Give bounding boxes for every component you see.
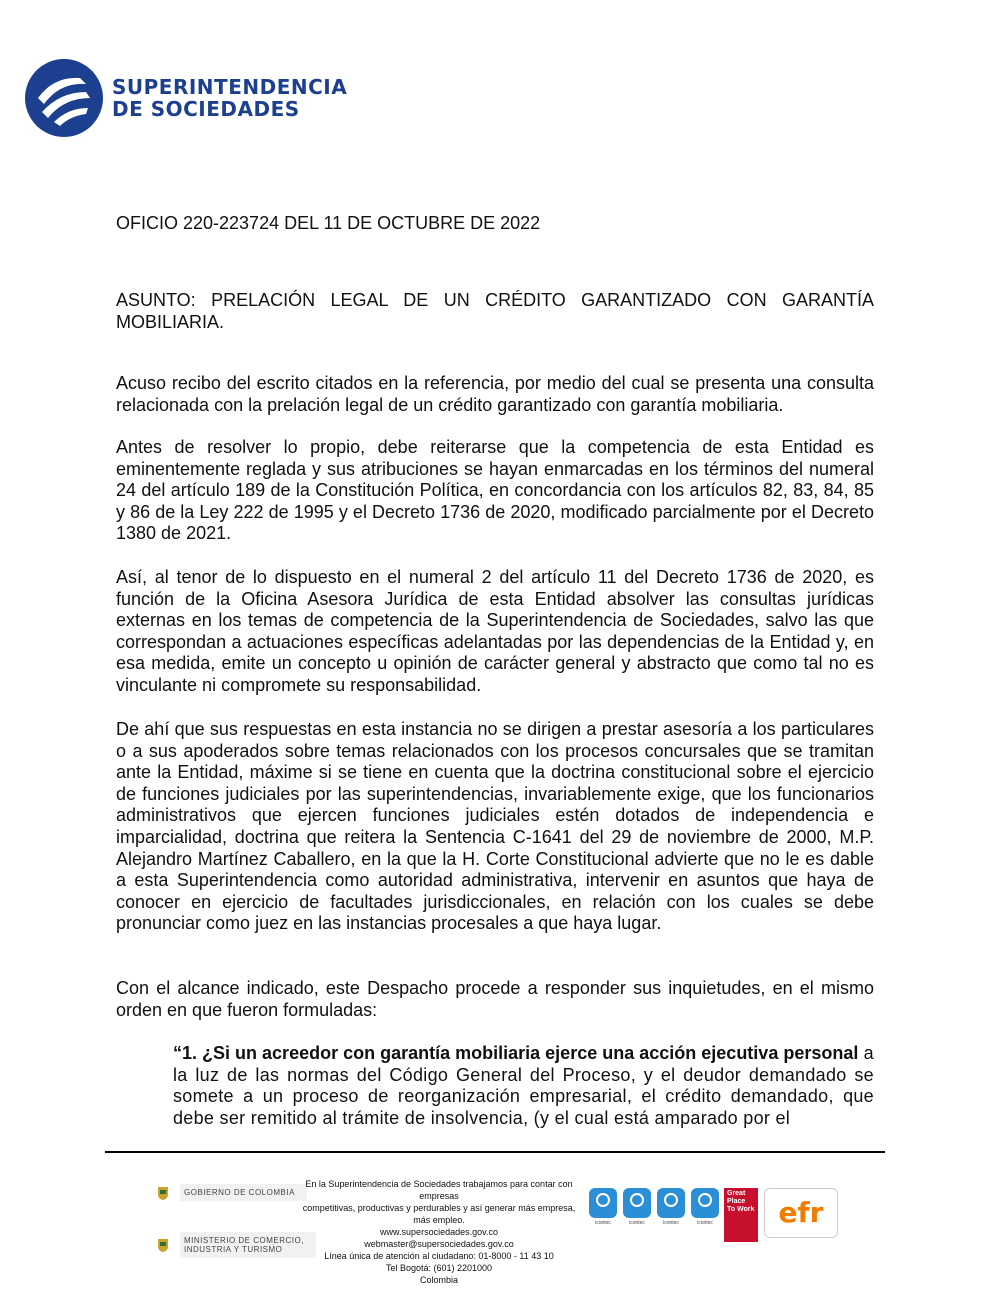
paragraph-4: De ahí que sus respuestas en esta instancia no se dirigen a prestar asesoría a los particulares o a sus apoderados sobre temas relacionados con los procesos concursales que se tramitan ante la Entidad, máxime si se tiene en cuenta que la doctrina constitucional sobre el ejercicio de funciones judiciales por las superintendencias, invariablemente exige, que los funcionarios administrativos que ejercen funciones judiciales estén dotados de independencia e imparcialidad, doctrina que reitera la Sentencia C-1641 del 29 de noviembre de 2000, M.P. Alejandro Martínez Caballero, en la que la H. Corte Constitucional advierte que no le es dable a esta Superintendencia como autoridad administrativa, intervenir en asuntos que haya de conocer en ejercicio de facultades jurisdiccionales, en relación con los cuales se debe pronunciar como juez en las instancias procesales a que haya lugar. <box>116 719 874 934</box>
paragraph-1: Acuso recibo del escrito citados en la referencia, por medio del cual se presenta una consulta relacionada con la prelación legal de un crédito garantizado con garantía mobiliaria. <box>116 373 874 415</box>
gobierno-colombia-logo <box>156 1184 307 1201</box>
logo-line-1: SUPERINTENDENCIA <box>112 75 348 99</box>
colombia-crest-icon <box>156 1185 170 1201</box>
quoted-question-rest: a la luz de las normas del Código General del Proceso, y el deudor demandado se somete a un proceso de reorganización empresarial, el crédito demandado, que debe ser remitido al trámite de insolvencia, (y el cual está amparado por el <box>173 1043 874 1128</box>
logo-line-2: DE SOCIEDADES <box>112 97 300 121</box>
footer-email: webmaster@supersociedades.gov.co <box>364 1239 514 1249</box>
efr-certificate <box>764 1188 838 1238</box>
mincomercio-line-2: INDUSTRIA Y TURISMO <box>184 1245 283 1254</box>
logo-wordmark <box>112 76 347 120</box>
paragraph-3: Así, al tenor de lo dispuesto en el numeral 2 del artículo 11 del Decreto 1736 de 2020, es función de la Oficina Asesora Jurídica de esta Entidad absolver las consultas jurídicas externas en los temas de competencia de la Superintendencia de Sociedades, salvo las que correspondan a actuaciones específicas adelantadas por las dependencias de la Entidad y, en esa medida, emite un concepto u opinión de carácter general y abstracto que como tal no es vinculante ni compromete su responsabilidad. <box>116 567 874 695</box>
footer-website: www.supersociedades.gov.co <box>380 1227 498 1237</box>
icontec-badge-icon <box>657 1188 685 1218</box>
footer-mission-1: En la Superintendencia de Sociedades trabajamos para contar con empresas <box>305 1179 573 1201</box>
icontec-label: icontec <box>663 1220 679 1226</box>
icontec-badge-icon <box>623 1188 651 1218</box>
icontec-cert-3 <box>656 1188 686 1226</box>
icontec-badge-icon <box>589 1188 617 1218</box>
certifications <box>588 1188 838 1242</box>
colombia-crest-icon <box>156 1237 170 1253</box>
mincomercio-label <box>180 1232 316 1258</box>
oficio-reference: OFICIO 220-223724 DEL 11 DE OCTUBRE DE 2022 <box>116 213 541 233</box>
superintendencia-logo <box>24 58 347 138</box>
mincomercio-logo <box>156 1232 316 1258</box>
icontec-badge-icon <box>691 1188 719 1218</box>
footer-phone-line: Línea única de atención al ciudadano: 01-8000 - 11 43 10 <box>324 1251 554 1261</box>
footer-divider <box>105 1151 885 1153</box>
efr-logo: efr <box>778 1196 824 1229</box>
gobierno-label: GOBIERNO DE COLOMBIA <box>180 1184 307 1201</box>
icontec-label: icontec <box>629 1220 645 1226</box>
great-place-to-work-badge: Great Place To Work <box>724 1188 758 1242</box>
footer-contact-info <box>298 1178 580 1286</box>
logo-emblem-icon <box>24 58 104 138</box>
paragraph-5: Con el alcance indicado, este Despacho procede a responder sus inquietudes, en el mismo orden en que fueron formuladas: <box>116 978 874 1020</box>
footer-country: Colombia <box>419 1275 459 1285</box>
icontec-cert-1 <box>588 1188 618 1226</box>
paragraph-2: Antes de resolver lo propio, debe reiterarse que la competencia de esta Entidad es eminentemente reglada y sus atribuciones se hayan enmarcadas en los términos del numeral 24 del artículo 189 de la Constitución Política, en concordancia con los artículos 82, 83, 84, 85 y 86 de la Ley 222 de 1995 y el Decreto 1736 de 2020, modificado parcialmente por el Decreto 1380 de 2021. <box>116 437 874 544</box>
quoted-question-bold: “1. ¿Si un acreedor con garantía mobiliaria ejerce una acción ejecutiva personal <box>173 1043 859 1063</box>
footer-phone-bogota: Tel Bogotá: (601) 2201000 <box>385 1263 493 1273</box>
icontec-label: icontec <box>697 1220 713 1226</box>
icontec-cert-2 <box>622 1188 652 1226</box>
footer-mission-2: competitivas, productivas y perdurables y así generar más empresa, más empleo. <box>302 1203 576 1225</box>
asunto-line: ASUNTO: PRELACIÓN LEGAL DE UN CRÉDITO GARANTIZADO CON GARANTÍA MOBILIARIA. <box>116 290 874 332</box>
quoted-question <box>173 1043 874 1129</box>
mincomercio-line-1: MINISTERIO DE COMERCIO, <box>184 1236 304 1245</box>
icontec-cert-4 <box>690 1188 720 1226</box>
icontec-label: icontec <box>595 1220 611 1226</box>
